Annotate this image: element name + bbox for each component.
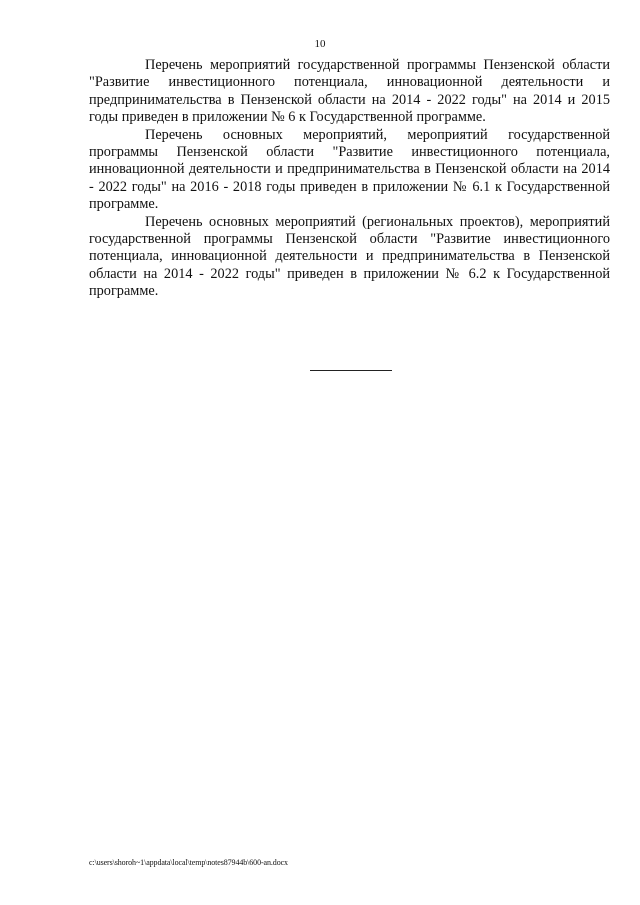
paragraph-1: Перечень мероприятий государственной программы Пензенской области "Развитие инвестиционного потенциала, инновационной деятельности и предпринимательства в Пензенской области на 2014 - 2022 годы" на 2014 и 2015 годы приведен в приложении № 6 к Государственной программе. bbox=[89, 57, 610, 126]
separator-line bbox=[310, 370, 392, 371]
document-body bbox=[89, 57, 610, 301]
paragraph-3: Перечень основных мероприятий (региональных проектов), мероприятий государственной программы Пензенской области "Развитие инвестиционного потенциала, инновационной деятельности и предпринимательства в Пензенской области на 2014 - 2022 годы" приведен в приложении № 6.2 к Государственной программе. bbox=[89, 213, 610, 300]
page-number: 10 bbox=[314, 38, 326, 50]
footer-file-path: c:\users\shoroh~1\appdata\local\temp\notes87944b\600-an.docx bbox=[89, 858, 288, 867]
paragraph-2: Перечень основных мероприятий, мероприятий государственной программы Пензенской области "Развитие инвестиционного потенциала, инновационной деятельности и предпринимательства в Пензенской области на 2014 - 2022 годы" на 2016 - 2018 годы приведен в приложении № 6.1 к Государственной программе. bbox=[89, 126, 610, 213]
